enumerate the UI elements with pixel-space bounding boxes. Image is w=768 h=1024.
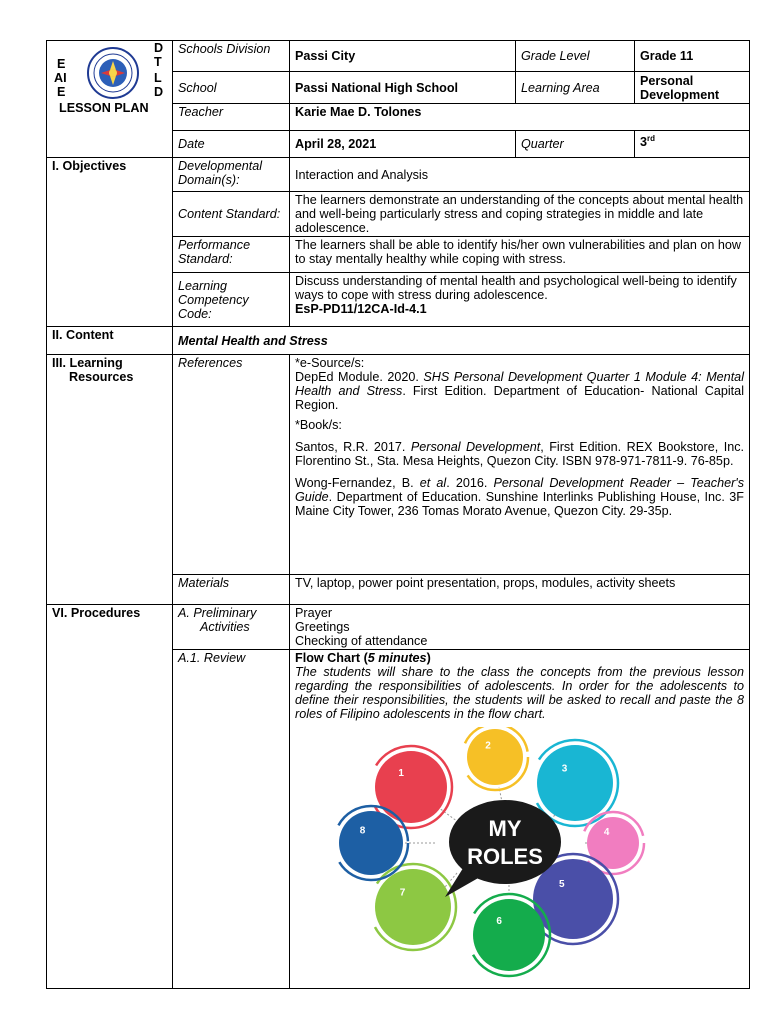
role-node-circle <box>473 899 545 971</box>
logo-letter: E <box>57 57 66 71</box>
performance-standard-label: Performance Standard: <box>173 237 290 273</box>
esource-heading: *e-Source/s: <box>295 356 365 370</box>
reference-item: Wong-Fernandez, B. et al. 2016. Personal Development Reader – Teacher's Guide. Department of Education. Sunshine Interlinks Publishing House, Inc. 3F Maine City Tower, 236 Tomas Morato Avenue, Quezon City. 29-35p. <box>295 476 745 518</box>
role-node-label: 5 <box>559 879 565 890</box>
materials-label: Materials <box>173 575 290 605</box>
content-section: II. Content <box>47 327 173 355</box>
role-node <box>334 806 408 880</box>
materials-value: TV, laptop, power point presentation, props, modules, activity sheets <box>290 575 750 605</box>
competency-label: Learning Competency Code: <box>173 273 290 327</box>
roles-flow-chart <box>295 727 735 987</box>
objectives-section: I. Objectives <box>47 158 173 327</box>
references-cell: *e-Source/s: DepEd Module. 2020. SHS Personal Development Quarter 1 Module 4: Mental Health and Stress. First Edition. Department of Education- National Capital Region. *Book/s: Santos, R.R. 2017. Personal Development, First Edition. REX Bookstore, Inc. Florentino St., Sta. Mesa Heights, Quezon City. ISBN 978-971-7811-9. 76-85p. Wong-Fernandez, B. et al. 2016. Personal Development Reader – Teacher's Guide. Department of Education. Sunshine Interlinks Publishing House, Inc. 3F Maine City Tower, 236 Tomas Morato Avenue, Quezon City. 29-35p. <box>290 355 750 575</box>
role-node-circle <box>467 729 523 785</box>
my-roles-diagram <box>295 727 735 987</box>
references-label: References <box>173 355 290 575</box>
header-logo-cell <box>47 41 173 158</box>
quarter-label: Quarter <box>516 131 635 158</box>
role-node-label: 6 <box>496 916 502 928</box>
competency-code: EsP-PD11/12CA-Id-4.1 <box>295 302 427 316</box>
preliminary-label: A. Preliminary Activities <box>173 605 290 650</box>
book-heading: *Book/s: <box>295 418 342 432</box>
competency-value: Discuss understanding of mental health and psychological well-being to identify ways to cope with stress during adolescence. <box>295 274 737 302</box>
role-node-label: 3 <box>561 763 568 775</box>
resources-section-line: III. Learning <box>52 356 123 370</box>
role-node-label: 7 <box>399 887 406 899</box>
preliminary-items <box>290 605 750 650</box>
role-node-label: 4 <box>603 827 610 839</box>
content-standard-value: The learners demonstrate an understanding of the concepts about mental health and well-being particularly stress and coping strategies in middle and late adolescence. <box>290 192 750 237</box>
list-item: Greetings <box>295 620 350 634</box>
lesson-plan-title: LESSON PLAN <box>59 101 149 115</box>
reference-item: Santos, R.R. 2017. Personal Development, First Edition. REX Bookstore, Inc. Florentino St., Sta. Mesa Heights, Quezon City. ISBN 978-971-7811-9. 76-85p. <box>295 440 744 468</box>
competency-cell <box>290 273 750 327</box>
content-standard-label: Content Standard: <box>173 192 290 237</box>
procedures-section: VI. Procedures <box>47 605 173 989</box>
logo-letter: AI <box>54 71 67 85</box>
domain-value: Interaction and Analysis <box>290 158 750 192</box>
performance-standard-value: The learners shall be able to identify his/her own vulnerabilities and plan on how to stay mentally healthy while coping with stress. <box>290 237 750 273</box>
role-node <box>468 894 550 976</box>
list-item: Prayer <box>295 606 333 620</box>
role-node-circle <box>537 745 613 821</box>
review-cell <box>290 650 750 989</box>
role-node-circle <box>587 817 639 869</box>
deped-seal-icon <box>87 47 139 99</box>
resources-section-line: Resources <box>69 370 134 384</box>
grade-level-label: Grade Level <box>516 41 635 72</box>
center-label: MY <box>488 816 522 841</box>
logo-letter: E <box>57 85 66 99</box>
domain-label: Developmental Domain(s): <box>173 158 290 192</box>
role-node-circle <box>375 869 451 945</box>
role-node <box>462 727 528 790</box>
role-node-circle <box>339 811 403 875</box>
quarter-value: 3rd <box>635 131 750 158</box>
center-label: ROLES <box>467 844 543 869</box>
date-value: April 28, 2021 <box>290 131 516 158</box>
list-item: Checking of attendance <box>295 634 428 648</box>
review-text: The students will share to the class the concepts from the previous lesson regarding the responsibilities of adolescents. In order for the adolescents to define their responsibilities, the students will be asked to recall and paste the 8 roles of Filipino adolescents in the flow chart. <box>295 665 744 721</box>
learning-area-value: Personal Development <box>635 72 750 104</box>
teacher-label: Teacher <box>173 104 290 131</box>
teacher-value: Karie Mae D. Tolones <box>290 104 750 131</box>
lesson-plan-table <box>46 40 750 989</box>
role-node-label: 2 <box>485 740 491 752</box>
review-label: A.1. Review <box>173 650 290 989</box>
role-node-label: 1 <box>398 768 404 780</box>
role-node-label: 8 <box>359 825 366 837</box>
learning-area-label: Learning Area <box>516 72 635 104</box>
content-value: Mental Health and Stress <box>173 327 750 355</box>
schools-division-label: Schools Division <box>173 41 290 72</box>
role-node-circle <box>375 751 447 823</box>
schools-division-value: Passi City <box>290 41 516 72</box>
grade-level-value: Grade 11 <box>635 41 750 72</box>
resources-section <box>47 355 173 605</box>
logo-letter: L <box>154 71 162 85</box>
logo-letter: D <box>154 85 164 99</box>
school-value: Passi National High School <box>290 72 516 104</box>
logo-letter: T <box>154 55 162 69</box>
date-label: Date <box>173 131 290 158</box>
logo-letter: D <box>154 41 164 55</box>
school-label: School <box>173 72 290 104</box>
review-title: Flow Chart (5 minutes) <box>295 651 431 665</box>
